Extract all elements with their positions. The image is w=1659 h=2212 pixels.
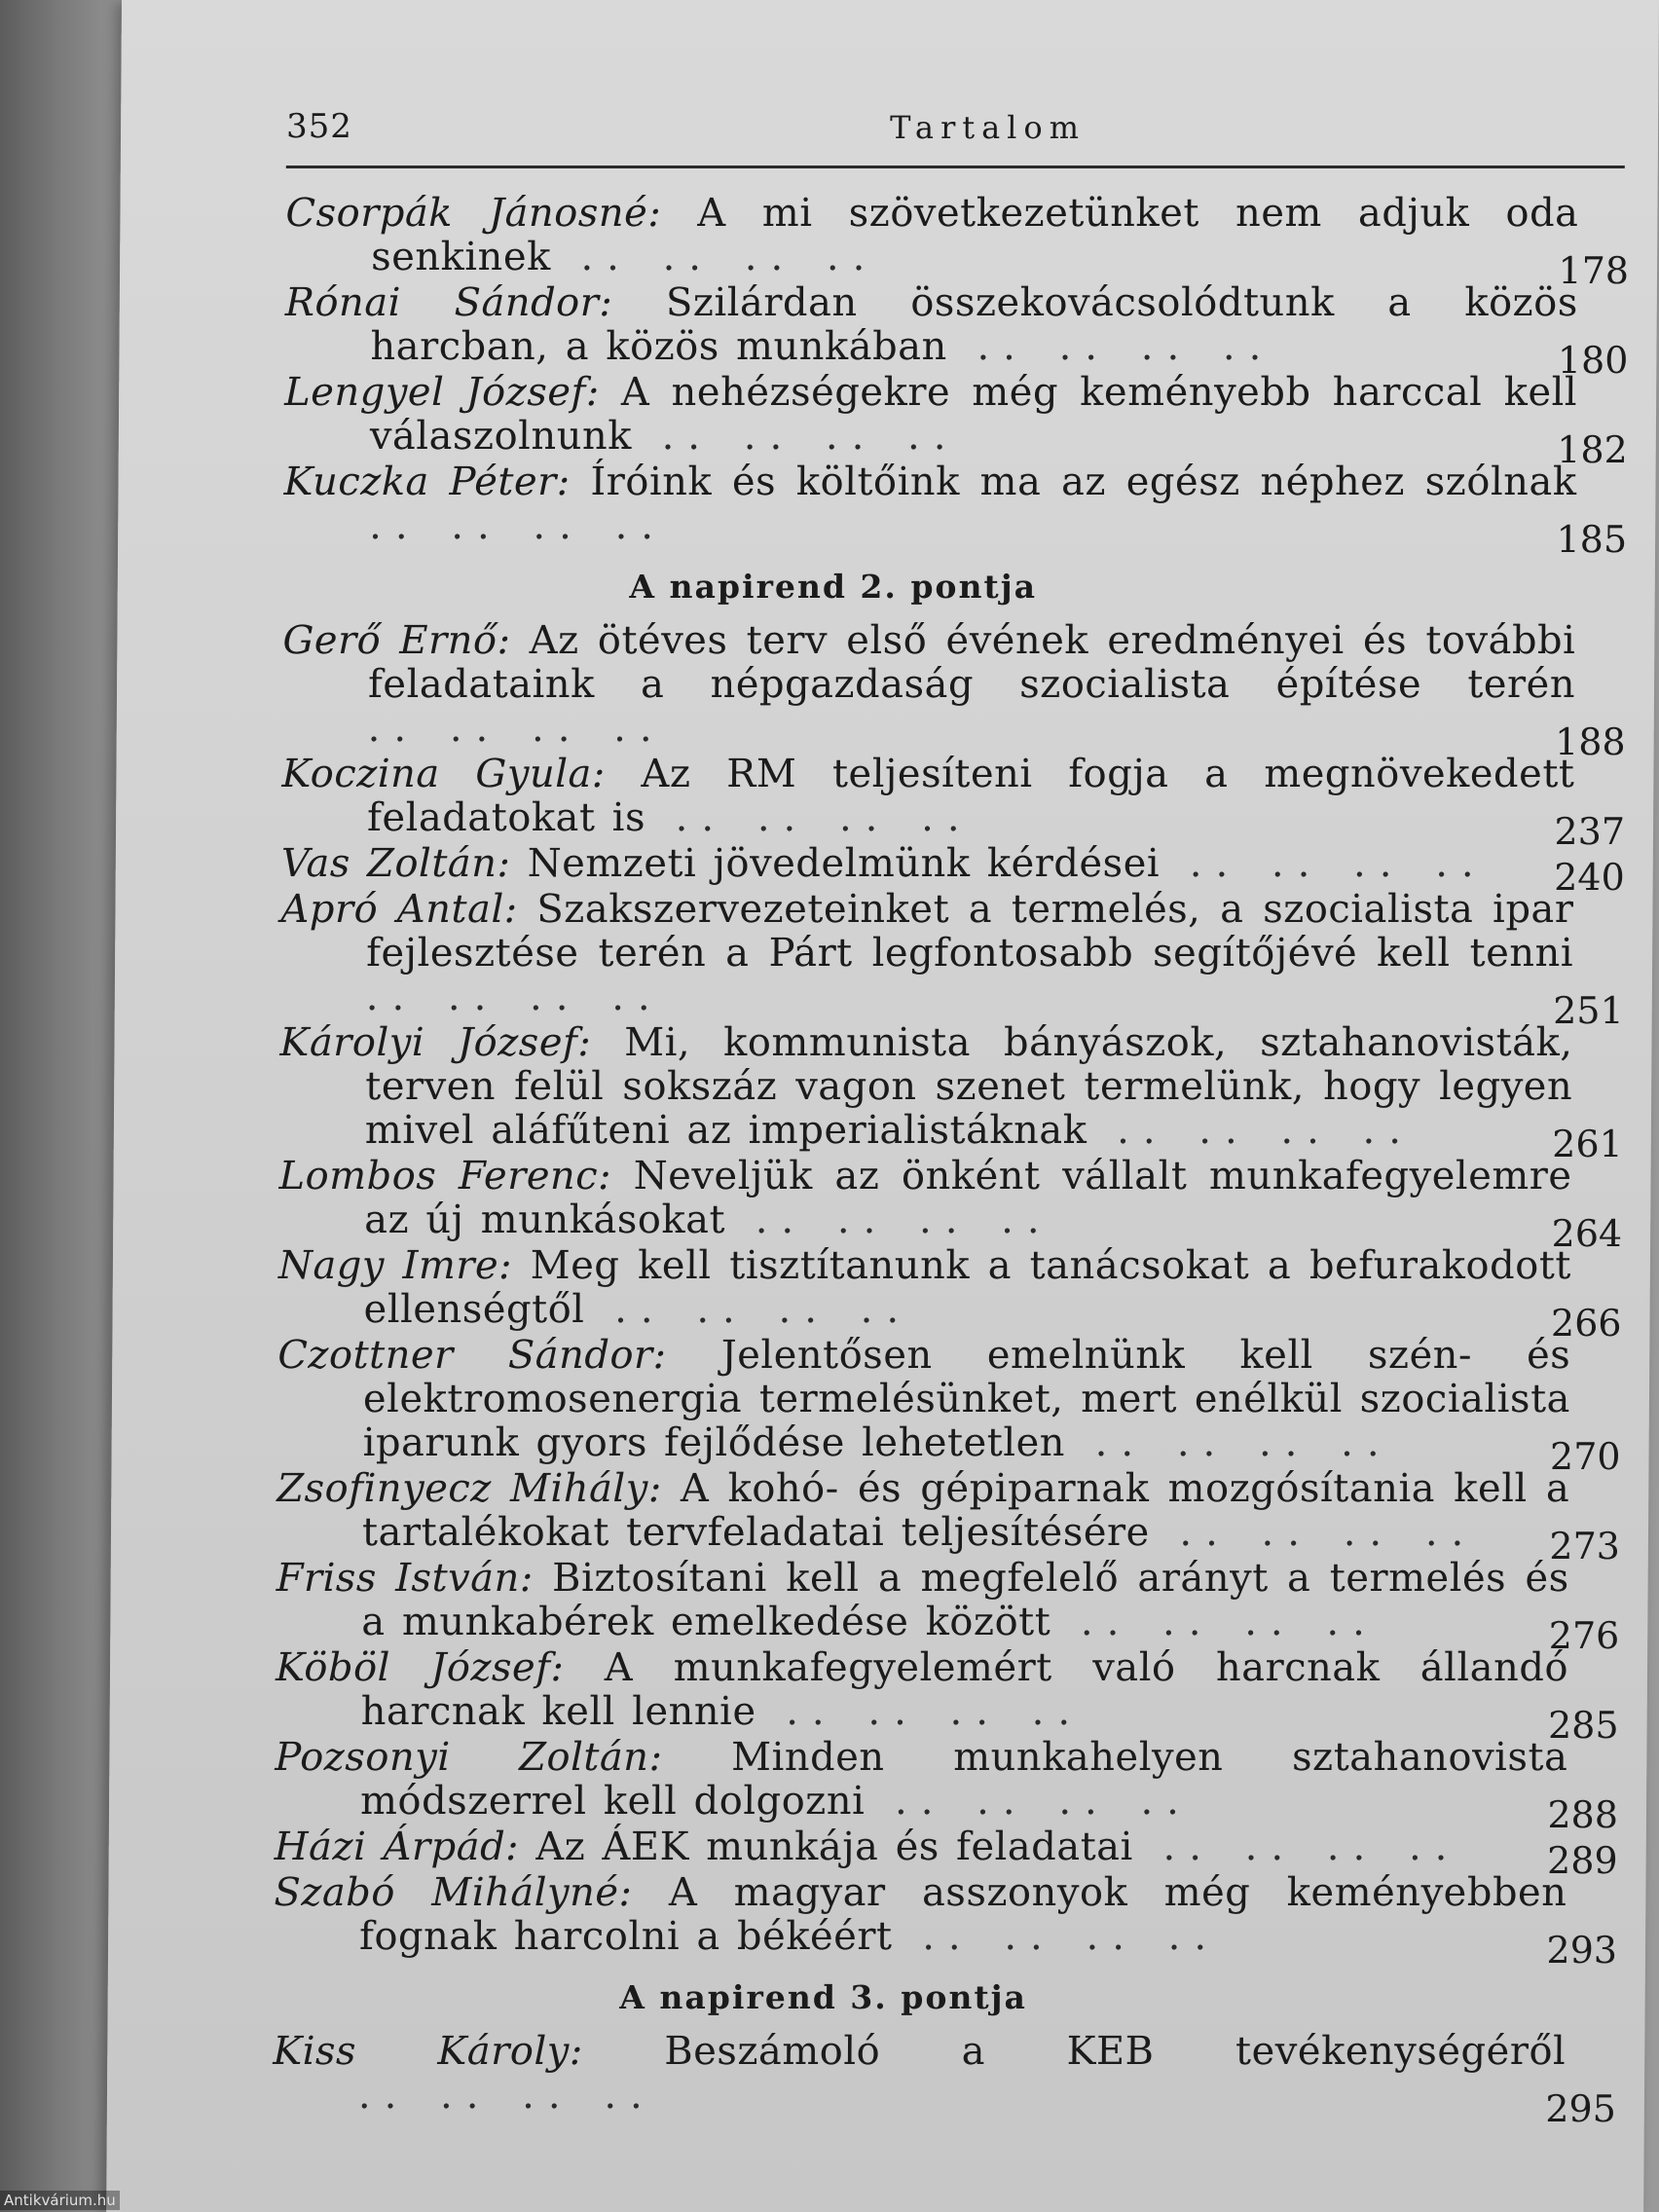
- toc-entry-text: [285, 192, 1579, 279]
- leader-dots: .. .. .. ..: [367, 706, 666, 751]
- toc-page-number: 185: [1556, 518, 1628, 561]
- toc-title: A magyar asszonyok még keményebben fognak harcolni a békéért: [358, 1870, 1567, 1959]
- toc-entry-text: [275, 1825, 1567, 1869]
- toc-entry: [274, 1825, 1618, 1882]
- watermark: Antikvárium.hu: [0, 2191, 120, 2210]
- leader-dots: .. .. .. ..: [865, 1779, 1194, 1824]
- toc-page-number: 273: [1549, 1525, 1621, 1567]
- toc-author: Csorpák Jánosné:: [285, 191, 662, 236]
- toc-entry: [277, 1243, 1622, 1345]
- toc-title: Mi, kommunista bányászok, sztahanovisták, terven felül sokszáz vagon szenet termelünk, hogy legyen mivel aláfűteni az imperialistáknak: [364, 1020, 1573, 1153]
- toc-author: Házi Árpád:: [274, 1825, 520, 1869]
- leader-dots: .. .. .. ..: [584, 1287, 913, 1332]
- toc-page-number: 285: [1547, 1704, 1619, 1747]
- toc-entry-text: [283, 461, 1577, 548]
- toc-title: A kohó- és gépiparnak mozgósítania kell a tartalékokat tervfeladatai teljesítésére: [361, 1466, 1570, 1555]
- toc-entry-text: [280, 888, 1574, 1019]
- toc-author: Károlyi József:: [279, 1020, 592, 1065]
- toc-title: Az RM teljesíteni fogja a megnövekedett feladatokat is: [366, 752, 1575, 840]
- leader-dots: .. .. .. ..: [1132, 1825, 1461, 1869]
- toc-entry-text: [279, 1021, 1573, 1153]
- toc-page-number: 251: [1553, 989, 1624, 1032]
- toc-title: Szilárdan összekovácsolódtunk a közös harcban, a közös munkában: [370, 280, 1579, 369]
- leader-dots: .. .. .. ..: [645, 795, 974, 840]
- toc-entry: [279, 1020, 1623, 1165]
- toc-page-number: 237: [1554, 810, 1626, 853]
- toc-author: Nagy Imre:: [277, 1243, 513, 1288]
- toc-page-number: 264: [1551, 1212, 1623, 1255]
- toc-page-number: 261: [1552, 1123, 1623, 1165]
- toc-entry: [280, 887, 1624, 1032]
- toc-author: Koczina Gyula:: [281, 752, 607, 796]
- toc-page-number: 180: [1557, 339, 1629, 382]
- toc-entry: [278, 1154, 1623, 1255]
- toc-title: Jelentősen emelnünk kell szén- és elektromosenergia termelésünket, mert enélkül szocialista iparunk gyors fejlődése lehetetlen: [362, 1333, 1571, 1465]
- toc-title: A munkafegyelemért való harcnak állandó harcnak kell lennie: [360, 1645, 1569, 1734]
- toc-entry-text: [277, 1244, 1571, 1332]
- toc-page-number: 288: [1547, 1793, 1619, 1836]
- toc-title: Neveljük az önként vállalt munkafegyelemre az új munkásokat: [364, 1154, 1572, 1242]
- toc-entry-text: [284, 281, 1578, 369]
- toc-entry: [282, 618, 1626, 763]
- leader-dots: .. .. .. ..: [1159, 841, 1488, 886]
- toc-page-number: 178: [1558, 249, 1630, 292]
- toc-page-number: 276: [1548, 1614, 1620, 1657]
- toc-title: A nehézségekre még keményebb harccal kell válaszolnunk: [369, 370, 1578, 459]
- toc-entry: [276, 1556, 1620, 1657]
- leader-dots: .. .. .. ..: [1051, 1600, 1380, 1644]
- toc-title: A mi szövetkezetünket nem adjuk oda senkinek: [370, 191, 1579, 279]
- toc-entry-text: [282, 619, 1576, 751]
- leader-dots: .. .. .. ..: [550, 235, 879, 279]
- toc-author: Lombos Ferenc:: [278, 1154, 612, 1198]
- leader-dots: .. .. .. ..: [357, 2073, 657, 2118]
- toc-title: Szakszervezeteinket a termelés, a szocialista ipar fejlesztése terén a Párt legfontosabb segítőjévé kell tenni: [366, 887, 1574, 976]
- toc-title: Nemzeti jövedelmünk kérdései: [527, 841, 1161, 886]
- leader-dots: .. .. .. ..: [1087, 1108, 1416, 1153]
- page-content: [273, 97, 1630, 2130]
- toc-entry: [280, 841, 1625, 899]
- toc-entry-text: [273, 2030, 1567, 2118]
- table-of-contents: [273, 191, 1630, 2130]
- toc-author: Gerő Ernő:: [282, 618, 511, 663]
- leader-dots: .. .. .. ..: [369, 503, 668, 548]
- toc-page-number: 182: [1557, 428, 1628, 471]
- leader-dots: .. .. .. ..: [892, 1914, 1221, 1959]
- toc-entry: [273, 2029, 1617, 2130]
- toc-entry: [275, 1645, 1619, 1747]
- toc-title: Beszámoló a KEB tevékenységéről: [664, 2029, 1567, 2074]
- toc-entry: [283, 460, 1628, 561]
- leader-dots: .. .. .. ..: [365, 975, 664, 1019]
- leader-dots: .. .. .. ..: [631, 414, 960, 459]
- toc-entry-text: [276, 1467, 1570, 1555]
- toc-author: Czottner Sándor:: [277, 1333, 667, 1378]
- toc-page-number: 266: [1550, 1302, 1622, 1345]
- toc-entry-text: [278, 1155, 1572, 1242]
- running-title: Tartalom: [889, 109, 1087, 146]
- toc-entry-text: [275, 1736, 1568, 1824]
- toc-title: Az ötéves terv első évének eredményei és további feladataink a népgazdaság szocialista építése terén: [367, 618, 1576, 707]
- toc-entry-text: [276, 1557, 1569, 1644]
- toc-author: Pozsonyi Zoltán:: [275, 1735, 663, 1780]
- section-heading: A napirend 3. pontja: [619, 1978, 1028, 2016]
- toc-author: Kiss Károly:: [273, 2029, 583, 2074]
- book-page: [106, 0, 1659, 2212]
- toc-entry: [274, 1870, 1618, 1972]
- toc-title: Meg kell tisztítanunk a tanácsokat a befurakodott ellenségtől: [363, 1243, 1572, 1332]
- toc-title: Íróink és költőink ma az egész néphez szólnak: [590, 460, 1577, 504]
- toc-page-number: 188: [1554, 720, 1626, 763]
- toc-entry-text: [276, 1334, 1570, 1465]
- toc-entry: [281, 752, 1626, 853]
- toc-entry: [275, 1735, 1619, 1836]
- toc-entry: [276, 1333, 1621, 1478]
- toc-author: Vas Zoltán:: [280, 841, 511, 886]
- toc-page-number: 295: [1545, 2087, 1617, 2130]
- toc-author: Szabó Mihályné:: [274, 1870, 633, 1915]
- toc-author: Kuczka Péter:: [283, 460, 571, 504]
- page-number: 352: [285, 107, 353, 146]
- section-heading: A napirend 2. pontja: [629, 568, 1038, 606]
- toc-entry: [276, 1466, 1621, 1567]
- toc-author: Apró Antal:: [280, 887, 518, 932]
- leader-dots: .. .. .. ..: [756, 1689, 1085, 1734]
- page-header: [286, 97, 1626, 168]
- toc-entry-text: [281, 753, 1575, 840]
- leader-dots: .. .. .. ..: [946, 324, 1275, 369]
- toc-author: Rónai Sándor:: [284, 280, 613, 325]
- toc-page-number: 270: [1549, 1435, 1621, 1478]
- leader-dots: .. .. .. ..: [1149, 1510, 1478, 1555]
- toc-title: Biztosítani kell a megfelelő arányt a termelés és a munkabérek emelkedése között: [361, 1556, 1569, 1644]
- toc-page-number: 240: [1554, 856, 1625, 899]
- leader-dots: .. .. .. ..: [724, 1198, 1053, 1242]
- toc-author: Zsofinyecz Mihály:: [276, 1466, 662, 1511]
- toc-author: Köböl József:: [275, 1645, 565, 1690]
- toc-entry-text: [281, 842, 1574, 886]
- toc-entry: [284, 370, 1628, 471]
- toc-entry-text: [284, 371, 1578, 459]
- toc-page-number: 289: [1546, 1839, 1618, 1882]
- toc-page-number: 293: [1546, 1929, 1618, 1972]
- toc-entry: [285, 191, 1630, 292]
- toc-title: Minden munkahelyen sztahanovista módszerrel kell dolgozni: [359, 1735, 1568, 1824]
- toc-title: Az ÁEK munkája és feladatai: [535, 1825, 1134, 1869]
- toc-author: Lengyel József:: [284, 370, 600, 415]
- toc-author: Friss István:: [276, 1556, 534, 1601]
- toc-entry-text: [274, 1871, 1567, 1959]
- toc-entry-text: [276, 1646, 1569, 1734]
- leader-dots: .. .. .. ..: [1064, 1420, 1393, 1465]
- toc-entry: [284, 280, 1629, 382]
